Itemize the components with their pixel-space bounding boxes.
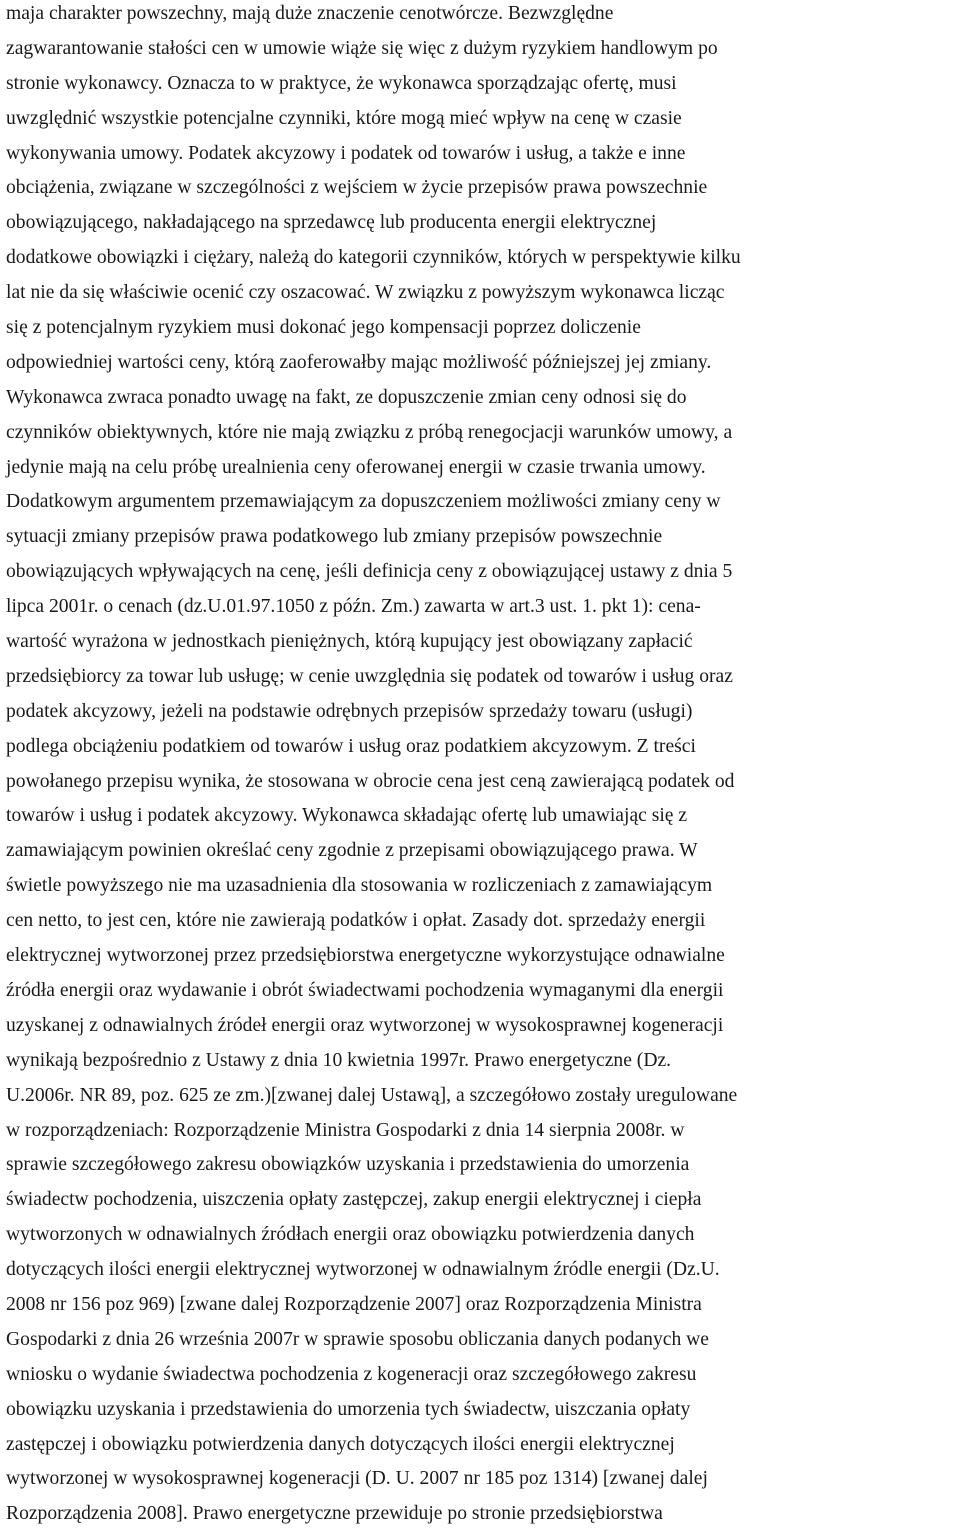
text-line: Dodatkowym argumentem przemawiającym za dopuszczeniem możliwości zmiany ceny w <box>6 491 721 513</box>
text-line: w rozporządzeniach: Rozporządzenie Ministra Gospodarki z dnia 14 sierpnia 2008r. w <box>6 1119 685 1141</box>
text-line: odpowiedniej wartości ceny, którą zaoferowałby mając możliwość późniejszej jej zmiany. <box>6 351 712 373</box>
text-line: powołanego przepisu wynika, że stosowana w obrocie cena jest ceną zawierającą podatek od <box>6 770 735 792</box>
text-line: Gospodarki z dnia 26 września 2007r w sprawie sposobu obliczania danych podanych we <box>6 1328 710 1350</box>
text-line: dodatkowe obowiązki i ciężary, należą do kategorii czynników, których w perspektywie kilku <box>6 247 741 269</box>
text-line: sytuacji zmiany przepisów prawa podatkowego lub zmiany przepisów powszechnie <box>6 526 663 548</box>
text-line: zamawiającym powinien określać ceny zgodnie z przepisami obowiązującego prawa. W <box>6 840 698 862</box>
text-line: czynników obiektywnych, które nie mają związku z próbą renegocjacji warunków umowy, a <box>6 421 733 443</box>
text-line: uwzględnić wszystkie potencjalne czynniki, które mogą mieć wpływ na cenę w czasie <box>6 107 682 129</box>
text-line: świetle powyższego nie ma uzasadnienia dla stosowania w rozliczeniach z zamawiającym <box>6 875 713 897</box>
text-line: wniosku o wydanie świadectwa pochodzenia z kogeneracji oraz szczegółowego zakresu <box>6 1363 697 1385</box>
text-line: zagwarantowanie stałości cen w umowie wiąże się więc z dużym ryzykiem handlowym po <box>6 37 718 59</box>
text-line: przedsiębiorcy za towar lub usługę; w cenie uwzględnia się podatek od towarów i usług oraz <box>6 665 733 687</box>
text-line: świadectw pochodzenia, uiszczenia opłaty zastępczej, zakup energii elektrycznej i ciepła <box>6 1189 702 1211</box>
document-page <box>6 0 956 1532</box>
text-line: obowiązku uzyskania i przedstawienia do umorzenia tych świadectw, uiszczania opłaty <box>6 1398 691 1420</box>
text-line: towarów i usług i podatek akcyzowy. Wykonawca składając ofertę lub umawiając się z <box>6 805 688 827</box>
text-line: podlega obciążeniu podatkiem od towarów i usług oraz podatkiem akcyzowym. Z treści <box>6 735 696 757</box>
text-line: lat nie da się właściwie ocenić czy oszacować. W związku z powyższym wykonawca licząc <box>6 282 725 304</box>
text-line: elektrycznej wytworzonej przez przedsiębiorstwa energetyczne wykorzystujące odnawialne <box>6 945 725 967</box>
text-line: maja charakter powszechny, mają duże znaczenie cenotwórcze. Bezwzględne <box>6 3 614 24</box>
text-line: obowiązującego, nakładającego na sprzedawcę lub producenta energii elektrycznej <box>6 212 657 234</box>
text-line: uzyskanej z odnawialnych źródeł energii oraz wytworzonej w wysokosprawnej kogeneracji <box>6 1014 724 1036</box>
text-line: Rozporządzenia 2008]. Prawo energetyczne przewiduje po stronie przedsiębiorstwa <box>6 1503 663 1525</box>
text-line: stronie wykonawcy. Oznacza to w praktyce, że wykonawca sporządzając ofertę, musi <box>6 72 677 94</box>
text-line: zastępczej i obowiązku potwierdzenia danych dotyczących ilości energii elektrycznej <box>6 1433 675 1455</box>
text-line: wykonywania umowy. Podatek akcyzowy i podatek od towarów i usług, a także e inne <box>6 142 686 164</box>
text-line: cen netto, to jest cen, które nie zawierają podatków i opłat. Zasady dot. sprzedaży energii <box>6 910 706 932</box>
text-line: źródła energii oraz wydawanie i obrót świadectwami pochodzenia wymaganymi dla energii <box>6 979 724 1001</box>
text-line: sprawie szczegółowego zakresu obowiązków uzyskania i przedstawienia do umorzenia <box>6 1154 690 1176</box>
text-line: U.2006r. NR 89, poz. 625 ze zm.)[zwanej dalej Ustawą], a szczegółowo zostały uregulowane <box>6 1084 738 1106</box>
text-line: wynikają bezpośrednio z Ustawy z dnia 10 kwietnia 1997r. Prawo energetyczne (Dz. <box>6 1049 672 1071</box>
text-line: wartość wyrażona w jednostkach pieniężnych, którą kupujący jest obowiązany zapłacić <box>6 631 693 653</box>
text-line: się z potencjalnym ryzykiem musi dokonać jego kompensacji poprzez doliczenie <box>6 317 641 339</box>
text-line: dotyczących ilości energii elektrycznej wytworzonej w odnawialnym źródle energii (Dz.U. <box>6 1259 720 1281</box>
text-line: obowiązujących wpływających na cenę, jeśli definicja ceny z obowiązującej ustawy z dnia 5 <box>6 561 733 583</box>
text-line: wytworzonych w odnawialnych źródłach energii oraz obowiązku potwierdzenia danych <box>6 1224 695 1246</box>
text-line: 2008 nr 156 poz 969) [zwane dalej Rozporządzenie 2007] oraz Rozporządzenia Ministra <box>6 1293 702 1315</box>
text-line: jedynie mają na celu próbę urealnienia ceny oferowanej energii w czasie trwania umowy. <box>6 456 706 478</box>
text-line: lipca 2001r. o cenach (dz.U.01.97.1050 z późn. Zm.) zawarta w art.3 ust. 1. pkt 1): cena- <box>6 596 701 618</box>
text-line: obciążenia, związane w szczególności z wejściem w życie przepisów prawa powszechnie <box>6 177 708 199</box>
text-line: wytworzonej w wysokosprawnej kogeneracji (D. U. 2007 nr 185 poz 1314) [zwanej dalej <box>6 1468 708 1490</box>
text-line: Wykonawca zwraca ponadto uwagę na fakt, ze dopuszczenie zmian ceny odnosi się do <box>6 386 687 408</box>
text-line: podatek akcyzowy, jeżeli na podstawie odrębnych przepisów sprzedaży towaru (usługi) <box>6 700 693 722</box>
